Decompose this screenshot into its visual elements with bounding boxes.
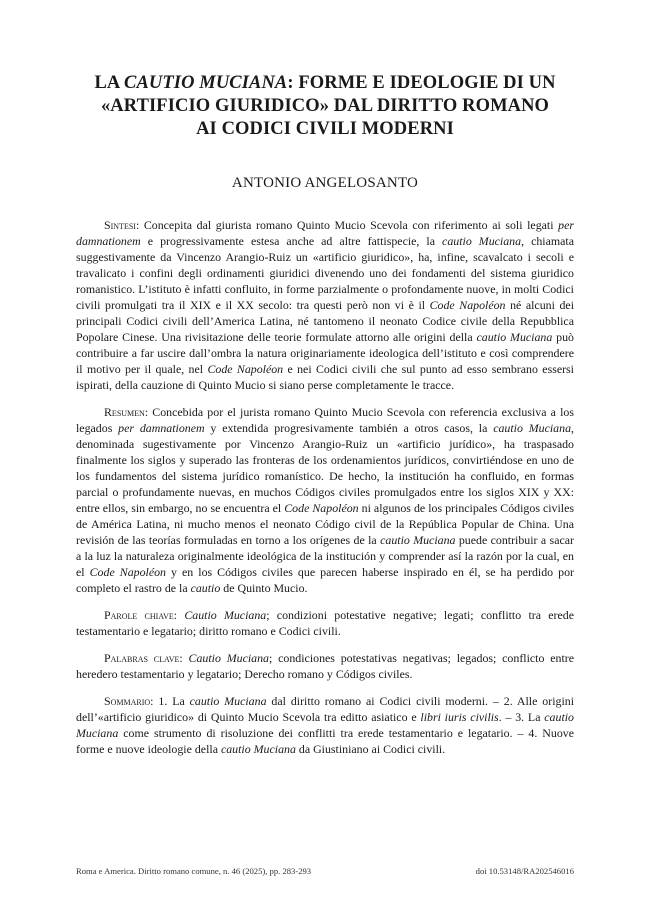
keywords-spanish: Palabras clave: Cautio Muciana; condiciones potestativas negativas; legados; conflicto entre heredero testamentario y legatario; Derecho romano y Códigos civiles. xyxy=(76,651,574,681)
parole-chiave-label: Parole chiave: xyxy=(104,608,178,622)
palabras-clave-label: Palabras clave: xyxy=(104,651,183,665)
author-name: ANTONIO ANGELOSANTO xyxy=(231,175,419,191)
doi-reference: doi 10.53148/RA202546016 xyxy=(475,866,574,876)
title-line-2: «ARTIFICIO GIURIDICO» DAL DIRITTO ROMANO xyxy=(100,96,550,116)
sommario-label: Sommario: xyxy=(104,694,154,708)
resumen-label: Resumen: xyxy=(104,405,149,419)
title-line-1: LA CAUTIO MUCIANA: FORME E IDEOLOGIE DI UN xyxy=(94,73,556,93)
journal-citation: Roma e America. Diritto romano comune, n. 46 (2025), pp. 283-293 xyxy=(76,866,312,876)
keywords-italian: Parole chiave: Cautio Muciana; condizioni potestative negative; legati; conflitto tra erede testamentario e legatario; diritto romano e Codici civili. xyxy=(76,608,574,638)
article-first-page xyxy=(76,72,574,757)
article-title xyxy=(76,72,574,141)
sintesi-label: Sintesi: xyxy=(104,218,140,232)
title-line-3: AI CODICI CIVILI MODERNI xyxy=(196,119,454,139)
abstract-italian: Sintesi: Concepita dal giurista romano Quinto Mucio Scevola con riferimento ai soli legati per damnationem e progressivamente estesa anche ad altre fattispecie, la cautio Muciana, chiamata suggestivamente da Vincenzo Arangio-Ruiz un «artificio giuridico», ha, infine, scavalcato i secoli e travalicato i confini degli ordinamenti giuridici divenendo uno dei fondamenti del sistema giuridico romanistico. L’istituto è infatti confluito, in forme parzialmente o profondamente nuove, in molti Codici civili promulgati tra il XIX e il XX secolo: tra questi però non vi è il Code Napoléon né alcuni dei principali Codici civili dell’America Latina, né tantomeno il neonato Codice civile della Repubblica Popolare Cinese. Una rivisitazione delle teorie formulate attorno alle origini della cautio Muciana può contribuire a far uscire dall’ombra la natura originariamente ideologica dell’istituto e così comprendere il motivo per il quale, nel Code Napoléon e nei Codici civili che sul punto ad esso sembrano essersi ispirati, della cauzione di Quinto Mucio si siano perse completamente le tracce. xyxy=(76,218,574,392)
abstract-spanish: Resumen: Concebida por el jurista romano Quinto Mucio Scevola con referencia exclusiva a los legados per damnationem y extendida progresivamente también a otros casos, la cautio Muciana, denominada sugestivamente por Vincenzo Arangio-Ruiz un «artificio jurídico», ha traspasado finalmente los siglos y superado las fronteras de los ordenamientos jurídicos, convirtiéndose en uno de los fundamentos del sistema jurídico romanístico. De hecho, la institución ha confluido, en formas parcial o profundamente nuevas, en muchos Códigos civiles promulgados entre los siglos XIX y XX: entre ellos, sin embargo, no se encuentra el Code Napoléon ni algunos de los principales Códigos civiles de América Latina, ni mucho menos el neonato Código civil de la República Popular de China. Una revisión de las teorías formuladas en torno a los orígenes de la cautio Muciana puede contribuir a sacar a la luz la naturaleza originalmente ideológica de la institución y comprender así la razón por la cual, en el Code Napoléon y en los Códigos civiles que parecen haberse inspirado en él, se ha perdido por completo el rastro de la cautio de Quinto Mucio. xyxy=(76,405,575,595)
table-of-contents: Sommario: 1. La cautio Muciana dal diritto romano ai Codici civili moderni. – 2. Alle origini dell’«artificio giuridico» di Quinto Mucio Scevola tra editto asiatico e libri iuris civilis. – 3. La cautio Muciana come strumento di risoluzione dei conflitti tra erede testamentario e legatario. – 4. Nuove forme e nuove ideologie della cautio Muciana da Giustiniano ai Codici civili. xyxy=(76,694,575,756)
